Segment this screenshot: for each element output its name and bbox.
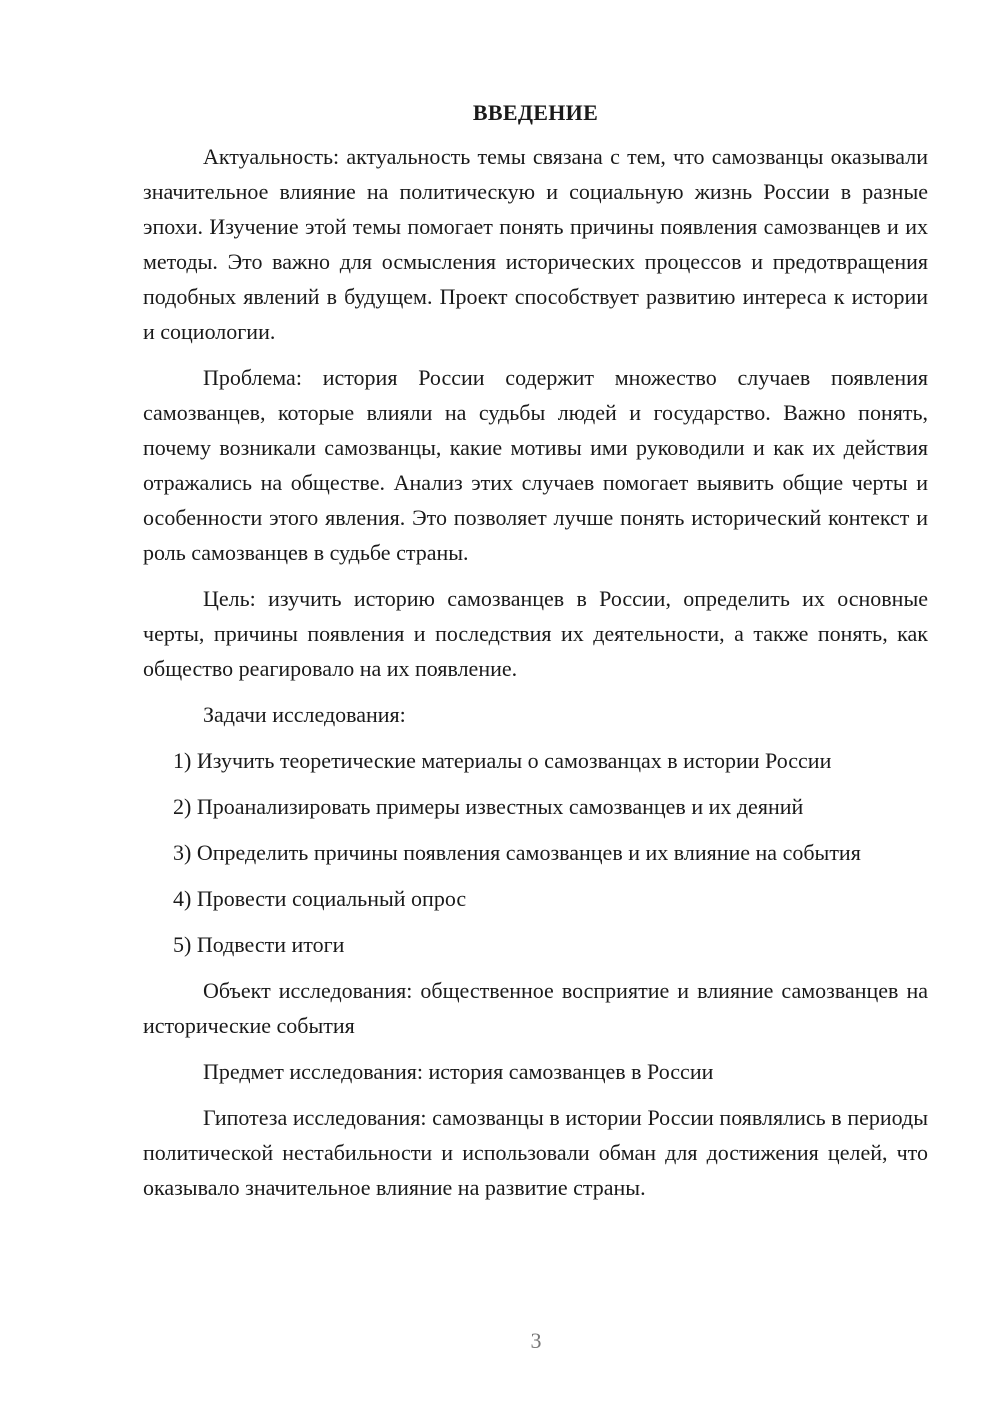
task-item-5: 5) Подвести итоги	[173, 932, 345, 957]
tasks-heading: Задачи исследования:	[203, 702, 406, 727]
goal-paragraph: Цель: изучить историю самозванцев в России, определить их основные черты, причины появления и последствия их деятельности, а также понять, как общество реагировало на их появление.	[143, 586, 928, 681]
subject-paragraph: Предмет исследования: история самозванцев в России	[203, 1059, 714, 1084]
task-item-2: 2) Проанализировать примеры известных самозванцев и их деяний	[173, 794, 804, 819]
section-title: ВВЕДЕНИЕ	[472, 100, 599, 125]
relevance-paragraph: Актуальность: актуальность темы связана с тем, что самозванцы оказывали значительное влияние на политическую и социальную жизнь России в разные эпохи. Изучение этой темы помогает понять причины появления самозванцев и их методы. Это важно для осмысления исторических процессов и предотвращения подобных явлений в будущем. Проект способствует развитию интереса к истории и социологии.	[143, 144, 928, 344]
document-page	[143, 95, 928, 1216]
task-item-4: 4) Провести социальный опрос	[173, 886, 467, 911]
object-paragraph: Объект исследования: общественное восприятие и влияние самозванцев на исторические события	[143, 978, 928, 1038]
problem-paragraph: Проблема: история России содержит множество случаев появления самозванцев, которые влияли на судьбы людей и государство. Важно понять, почему возникали самозванцы, какие мотивы ими руководили и как их действия отражались на обществе. Анализ этих случаев помогает выявить общие черты и особенности этого явления. Это позволяет лучше понять исторический контекст и роль самозванцев в судьбе страны.	[143, 365, 928, 565]
task-item-3: 3) Определить причины появления самозванцев и их влияние на события	[173, 840, 861, 865]
task-item-1: 1) Изучить теоретические материалы о самозванцах в истории России	[173, 748, 832, 773]
hypothesis-paragraph: Гипотеза исследования: самозванцы в истории России появлялись в периоды политической нестабильности и использовали обман для достижения целей, что оказывало значительное влияние на развитие страны.	[143, 1105, 928, 1200]
page-number: 3	[530, 1328, 542, 1353]
